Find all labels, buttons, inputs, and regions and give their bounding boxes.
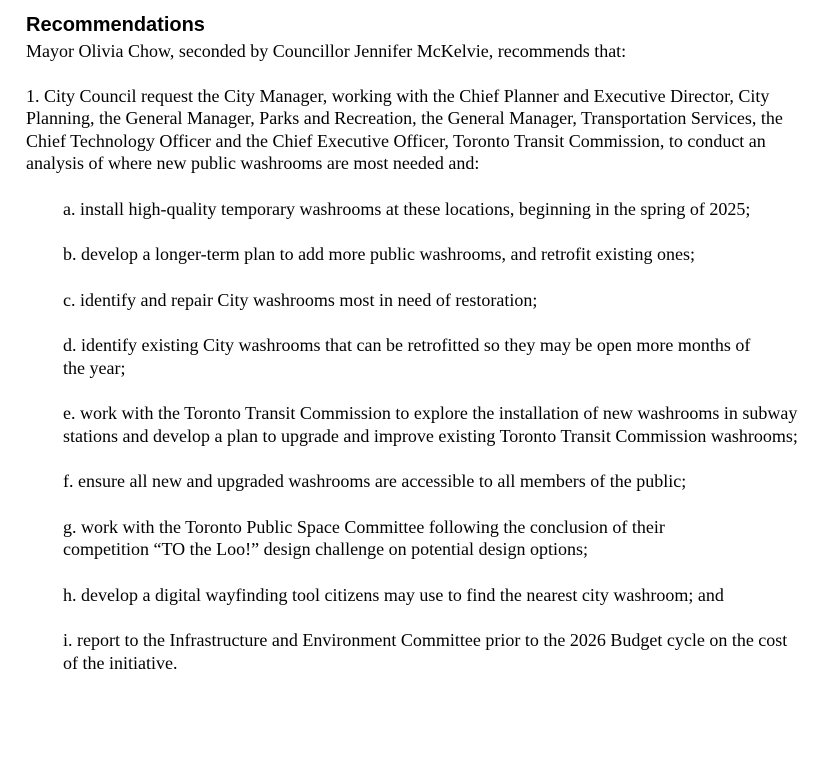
sublist-item-f: f. ensure all new and upgraded washrooms are accessible to all members of the public; xyxy=(63,471,687,491)
sublist-item-b: b. develop a longer-term plan to add more public washrooms, and retrofit existing ones; xyxy=(63,244,695,264)
sublist-item-g: g. work with the Toronto Public Space Committee following the conclusion of their competition “TO the Loo!” design challenge on potential design options; xyxy=(63,516,665,559)
recommendation-sublist xyxy=(26,198,802,675)
intro-text: Mayor Olivia Chow, seconded by Councillor Jennifer McKelvie, recommends that: xyxy=(26,41,627,61)
sublist-item-c: c. identify and repair City washrooms most in need of restoration; xyxy=(63,289,538,310)
sublist-item-e: e. work with the Toronto Transit Commission to explore the installation of new washrooms in subway stations and develop a plan to upgrade and improve existing Toronto Transit Commission washrooms; xyxy=(63,403,798,446)
recommendation-1: 1. City Council request the City Manager, working with the Chief Planner and Executive Director, City Planning, the General Manager, Parks and Recreation, the General Manager, Transportation Services, the Chief Technology Officer and the Chief Executive Officer, Toronto Transit Commission, to conduct an analysis of where new public washrooms are most needed and: xyxy=(26,85,783,173)
sublist-item-h: h. develop a digital wayfinding tool citizens may use to find the nearest city washroom; and xyxy=(63,584,724,605)
sublist-item-a: a. install high-quality temporary washrooms at these locations, beginning in the spring of 2025; xyxy=(63,198,751,219)
sublist-item-i: i. report to the Infrastructure and Environment Committee prior to the 2026 Budget cycle on the cost of the initiative. xyxy=(63,630,788,673)
page-title: Recommendations xyxy=(26,14,205,36)
sublist-item-d: d. identify existing City washrooms that can be retrofitted so they may be open more months of the year; xyxy=(63,335,751,378)
document-body xyxy=(26,13,802,697)
